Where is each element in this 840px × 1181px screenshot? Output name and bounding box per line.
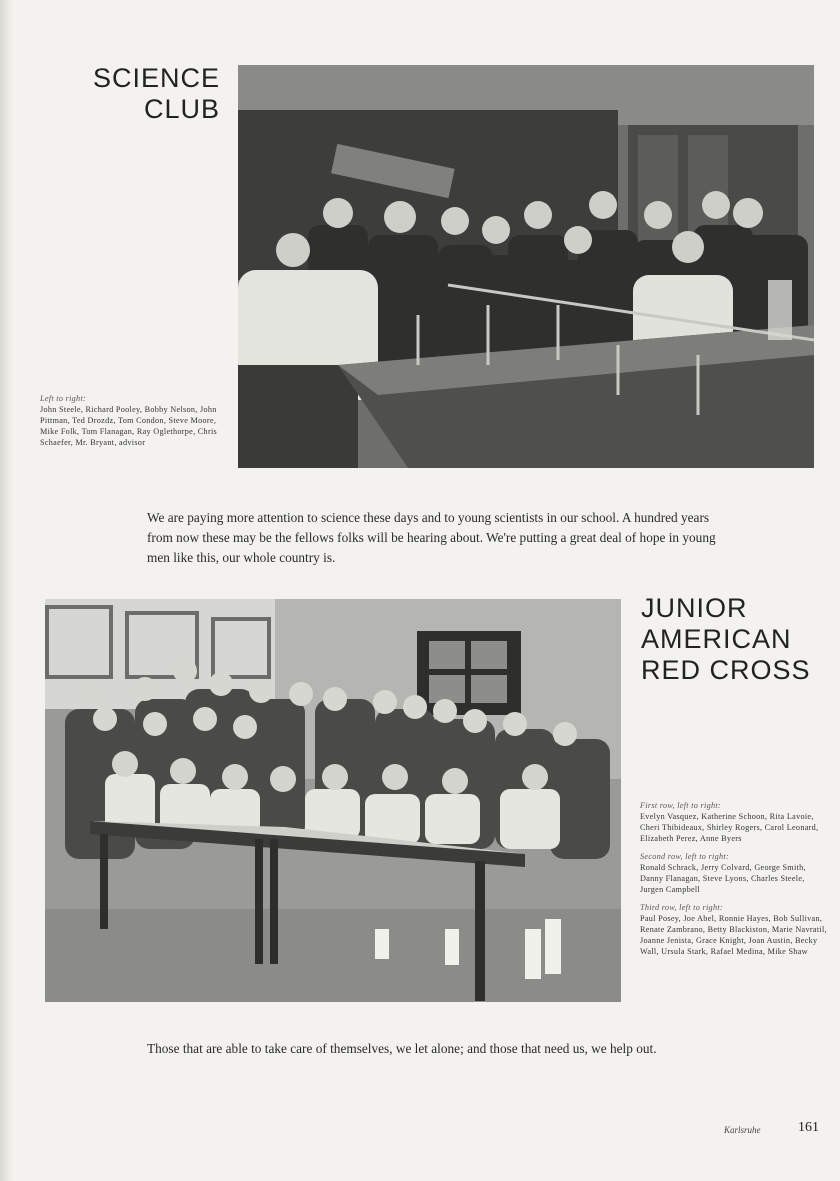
red-cross-caption-row (640, 902, 830, 957)
science-club-caption-lead: Left to right: (40, 394, 87, 403)
red-cross-photo (45, 599, 621, 1002)
science-club-caption-names: John Steele, Richard Pooley, Bobby Nelson, John Pittman, Ted Drozdz, Tom Condon, Steve Moore, Mike Folk, Tom Flanagan, Ray Oglethorpe, Chris Schaefer, Mr. Bryant, advisor (40, 405, 218, 447)
red-cross-title-line3: RED CROSS (641, 655, 811, 685)
red-cross-title-line1: JUNIOR (641, 593, 748, 623)
science-club-paragraph: We are paying more attention to science these days and to young scientists in our school. A hundred years from now these may be the fellows folks will be hearing about. We're putting a great deal of hope in young men like this, our whole country is. (147, 510, 716, 565)
red-cross-paragraph: Those that are able to take care of themselves, we let alone; and those that need us, we help out. (147, 1041, 657, 1056)
science-club-photo (238, 65, 814, 468)
page-number: 161 (798, 1120, 819, 1135)
red-cross-caption (640, 800, 830, 964)
red-cross-row-names: Evelyn Vasquez, Katherine Schoon, Rita Lavoie, Cheri Thibideaux, Shirley Rogers, Carol Leonard, Elizabeth Perez, Anne Byers (640, 812, 819, 843)
red-cross-title (641, 593, 831, 686)
science-club-caption (40, 393, 222, 448)
red-cross-caption-row (640, 851, 830, 895)
red-cross-row-lead: First row, left to right: (640, 801, 721, 810)
red-cross-title-line2: AMERICAN (641, 624, 792, 654)
science-club-title-line2: CLUB (143, 94, 220, 124)
red-cross-row-lead: Second row, left to right: (640, 852, 729, 861)
red-cross-row-names: Paul Posey, Joe Abel, Ronnie Hayes, Bob Sullivan, Renate Zambrano, Betty Blackiston, Marie Navratil, Joanne Jenista, Grace Knight, Joan Austin, Becky Wall, Ursula Stark, Rafael Medina, Mike Shaw (640, 914, 827, 956)
page-spine-shadow (0, 0, 14, 1181)
footer-school-name: Karlsruhe (724, 1125, 761, 1135)
science-club-title (60, 63, 220, 125)
red-cross-caption-row (640, 800, 830, 844)
science-club-title-line1: SCIENCE (92, 63, 220, 93)
red-cross-row-lead: Third row, left to right: (640, 903, 723, 912)
red-cross-row-names: Ronald Schrack, Jerry Colvard, George Smith, Danny Flanagan, Steve Lyons, Charles Steele, Jurgen Campbell (640, 863, 806, 894)
